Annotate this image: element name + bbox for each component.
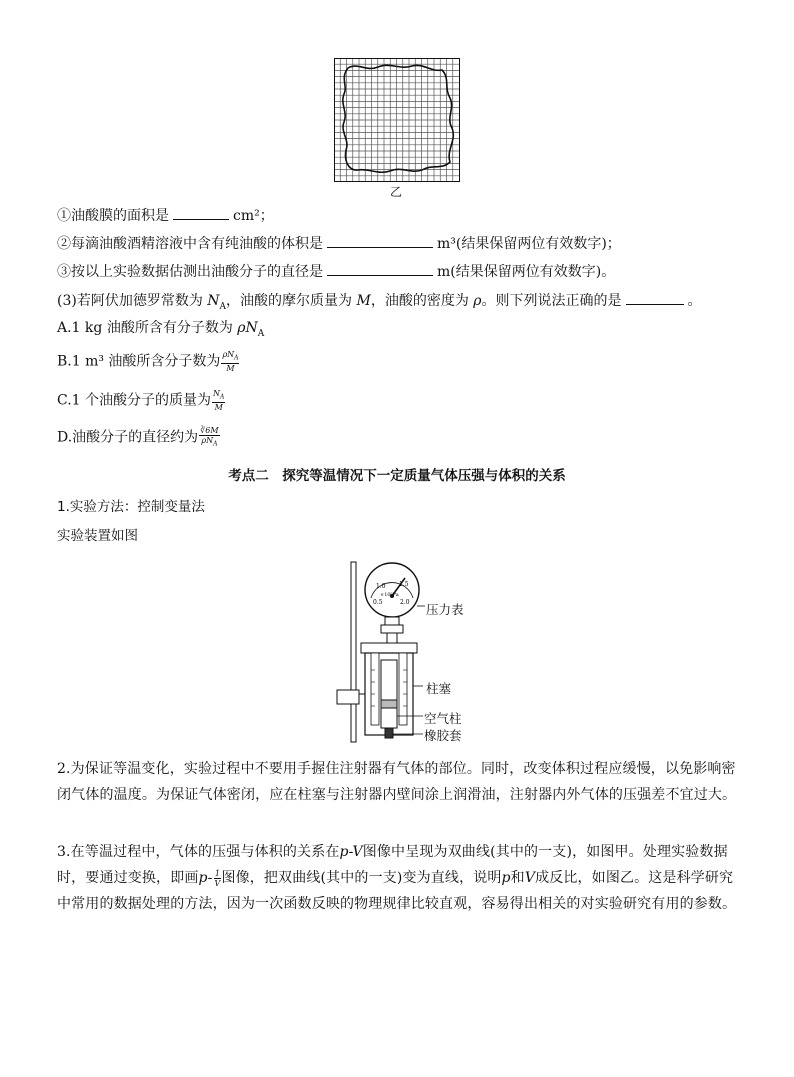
p3-frac-den: V xyxy=(214,878,221,888)
option-b xyxy=(57,350,239,373)
oil-film-outline xyxy=(343,65,453,172)
p3-text-5: 成反比，如图乙。这是科学研究中常用的数据处理的方法，因为一次函数反映的物理规律比较直观，容易得出相关的对实验研究有用的参数。 xyxy=(57,870,737,912)
option-b-num-sub: A xyxy=(234,354,239,362)
p3-text-1: 3.在等温过程中，气体的压强与体积的关系在 xyxy=(57,844,340,860)
option-d-den: ρN xyxy=(201,436,214,445)
paragraph-1: 1.实验方法：控制变量法 xyxy=(57,499,205,515)
answer-blank-3[interactable] xyxy=(327,261,433,276)
q2-unit: m³(结果保留两位有效数字)； xyxy=(437,236,621,252)
q4-molar-mass-symbol: M xyxy=(356,293,371,309)
option-c xyxy=(57,389,225,412)
gauge-nut xyxy=(381,625,403,633)
option-d-text: D.油酸分子的直径约为 xyxy=(57,429,199,446)
plunger-rod-left xyxy=(371,653,379,725)
paragraph-3: 3.在等温过程中，气体的压强与体积的关系在p-V图像中呈现为双曲线(其中的一支)，如图甲。处理实验数据时，要通过变换，即画p- $\frac{1}{V}$ 图像，把双曲线(其中的一支)变为直线，说明p和V成反比，如图乙。这是科学研究中常用的数据处理的方法，因为一次函数反映的物理规律比较直观，容易得出相关的对实验研究有用的参数。 xyxy=(57,844,737,912)
q1-text: ①油酸膜的面积是 xyxy=(57,208,169,224)
gauge-scale-1: 1.0 xyxy=(376,583,386,590)
option-a-text: A.1 kg 油酸所含有分子数为 xyxy=(57,320,233,336)
oil-film-grid-figure xyxy=(334,58,460,182)
q3-unit: m(结果保留两位有效数字)。 xyxy=(437,264,616,280)
figure-caption: 乙 xyxy=(390,185,403,199)
answer-blank-1[interactable] xyxy=(173,205,229,220)
p3-v-var: V xyxy=(524,870,536,886)
q4-end: 。 xyxy=(687,293,702,309)
p3-text-4: 和 xyxy=(510,870,525,886)
option-d-fraction xyxy=(199,426,219,449)
gauge-scale-2: 1.5 xyxy=(399,581,409,588)
q4-text-2: ，油酸的摩尔质量为 xyxy=(226,293,353,309)
answer-blank-2[interactable] xyxy=(327,233,433,248)
stand-rod xyxy=(351,562,356,742)
option-c-num: N xyxy=(213,389,221,398)
question-2 xyxy=(57,233,621,254)
gauge-label: 压力表 xyxy=(426,602,464,617)
option-c-fraction xyxy=(212,389,225,412)
option-a-sub: A xyxy=(257,328,265,339)
q2-text: ②每滴油酸酒精溶液中含有纯油酸的体积是 xyxy=(57,236,323,252)
gauge-scale-3: 2.0 xyxy=(400,599,410,606)
option-b-den: M xyxy=(226,363,235,373)
option-c-num-sub: A xyxy=(220,393,225,401)
paragraph-1b: 实验装置如图 xyxy=(57,528,138,544)
air-column-label: 空气柱 xyxy=(424,711,462,726)
pressure-gauge-dial xyxy=(365,563,419,617)
grid-lines xyxy=(334,58,460,182)
question-4 xyxy=(57,290,702,317)
p3-pv: p-V xyxy=(339,844,363,860)
gauge-scale-unit: ×10⁵Pa xyxy=(380,592,399,598)
p3-frac-num: 1 xyxy=(214,868,221,878)
p3-text-2: 图像中呈现为双曲线(其中的一支)，如图甲。处理实验数据时，要通过变换，即画 xyxy=(57,844,728,886)
p3-text-3: 图像，把双曲线(其中的一支)变为直线，说明 xyxy=(221,870,502,886)
gauge-scale-0: 0.5 xyxy=(373,599,383,606)
option-c-text: C.1 个油酸分子的质量为 xyxy=(57,392,212,409)
option-b-fraction xyxy=(221,350,239,373)
paragraph-2: 2.为保证等温变化，实验过程中不要用手握住注射器有气体的部位。同时，改变体积过程应缓慢，以免影响密闭气体的温度。为保证气体密闭，应在柱塞与注射器内壁间涂上润滑油，注射器内外气体的压强差不宜过大。 xyxy=(57,761,737,803)
option-d xyxy=(57,426,220,449)
gauge-stem xyxy=(387,633,397,643)
top-bar xyxy=(361,643,417,653)
plunger-label: 柱塞 xyxy=(426,681,452,696)
inner-tube xyxy=(381,660,397,728)
section-2-title: 考点二 探究等温情况下一定质量气体压强与体积的关系 xyxy=(228,468,566,484)
q4-text-1: (3)若阿伏加德罗常数为 xyxy=(57,293,203,309)
option-d-num: ∛6M xyxy=(200,426,219,435)
option-b-num: ρN xyxy=(222,350,235,359)
plunger-rod-right xyxy=(399,653,407,725)
option-a-expr: ρN xyxy=(237,320,258,336)
q4-text-4: 。则下列说法正确的是 xyxy=(481,293,622,309)
q1-unit: cm²； xyxy=(233,208,274,224)
q3-text: ③按以上实验数据估测出油酸分子的直径是 xyxy=(57,264,323,280)
p3-p-var-2: p xyxy=(501,870,511,886)
answer-blank-4[interactable] xyxy=(626,290,684,305)
q4-avogadro-symbol: N xyxy=(207,293,220,309)
rubber-cap xyxy=(385,728,393,738)
question-3 xyxy=(57,261,615,282)
question-1 xyxy=(57,205,274,226)
gauge-connector xyxy=(385,617,399,625)
q4-avogadro-sub: A xyxy=(219,301,227,312)
option-a xyxy=(57,318,264,344)
p3-p-var-1: p xyxy=(198,870,208,886)
q4-density-symbol: ρ xyxy=(473,293,482,309)
q4-text-3: ，油酸的密度为 xyxy=(370,293,469,309)
option-d-den-sub: A xyxy=(213,440,218,448)
option-c-den: M xyxy=(214,402,223,412)
option-b-text: B.1 m³ 油酸所含分子数为 xyxy=(57,353,221,370)
rubber-cap-label: 橡胶套 xyxy=(424,728,462,743)
clamp xyxy=(337,690,359,704)
plunger xyxy=(381,700,397,708)
